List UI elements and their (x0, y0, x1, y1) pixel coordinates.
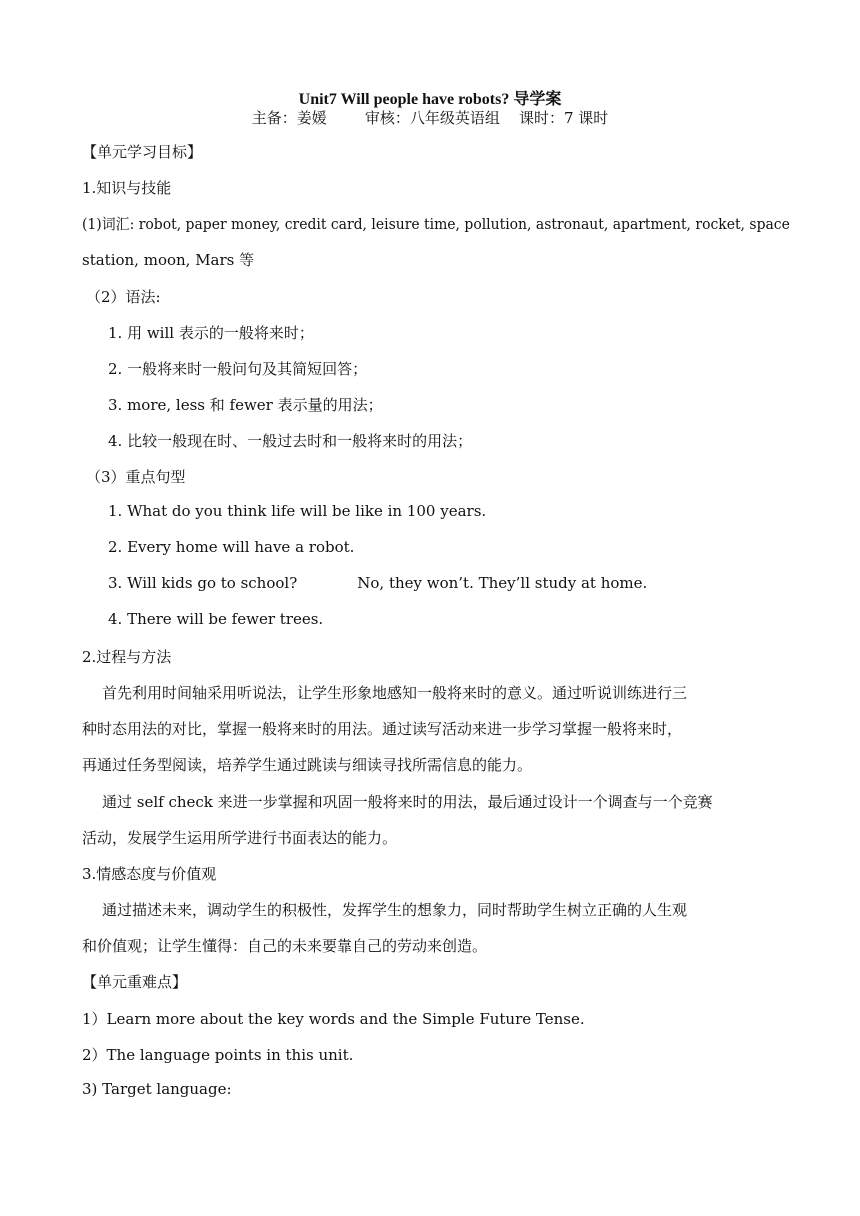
grammar-item: 4. 比较一般现在时、一般过去时和一般将来时的用法； (108, 432, 473, 450)
vocabulary-line-2: station, moon, Mars 等 (82, 251, 255, 269)
grammar-item: 1. 用 will 表示的一般将来时； (108, 324, 314, 342)
sentences-title: （3）重点句型 (86, 468, 186, 486)
section-2-title: 2.过程与方法 (82, 648, 172, 666)
sentence-item (108, 574, 647, 592)
process-paragraph-line: 活动，发展学生运用所学进行书面表达的能力。 (82, 829, 398, 847)
sentence-item: 2. Every home will have a robot. (108, 538, 355, 556)
process-paragraph-line: 种时态用法的对比，掌握一般将来时的用法。通过读写活动来进一步学习掌握一般将来时， (82, 720, 683, 738)
objectives-heading: 【单元学习目标】 (82, 143, 203, 161)
grammar-title: （2）语法: (86, 288, 161, 306)
grammar-item: 2. 一般将来时一般问句及其简短回答； (108, 360, 368, 378)
sentence-item: 4. There will be fewer trees. (108, 610, 324, 628)
section-3-title: 3.情感态度与价值观 (82, 865, 217, 883)
process-paragraph-line: 首先利用时间轴采用听说法，让学生形象地感知一般将来时的意义。通过听说训练进行三 (102, 684, 688, 702)
key-points-heading: 【单元重难点】 (82, 973, 188, 991)
process-paragraph-line: 通过 self check 来进一步掌握和巩固一般将来时的用法，最后通过设计一个调查与一个竞赛 (102, 793, 713, 811)
grammar-item: 3. more, less 和 fewer 表示量的用法； (108, 396, 383, 414)
sentence-item: 1. What do you think life will be like in 100 years. (108, 502, 487, 520)
key-point-item: 1）Learn more about the key words and the Simple Future Tense. (82, 1010, 585, 1028)
values-paragraph-line: 和价值观；让学生懂得：自己的未来要靠自己的劳动来创造。 (82, 937, 488, 955)
process-paragraph-line: 再通过任务型阅读，培养学生通过跳读与细读寻找所需信息的能力。 (82, 756, 533, 774)
document-subtitle: 主备：姜媛 审核：八年级英语组 课时：7 课时 (251, 109, 609, 127)
sentence-answer: No, they won’t. They’ll study at home. (357, 574, 648, 592)
sentence-question: 3. Will kids go to school? (108, 574, 298, 592)
vocabulary-line-1: (1)词汇: robot, paper money, credit card, leisure time, pollution, astronaut, apartment, rocket, space (82, 215, 790, 233)
key-point-item: 2）The language points in this unit. (82, 1046, 354, 1064)
document-title: Unit7 Will people have robots? 导学案 (298, 91, 562, 108)
section-1-title: 1.知识与技能 (82, 179, 172, 197)
values-paragraph-line: 通过描述未来，调动学生的积极性，发挥学生的想象力，同时帮助学生树立正确的人生观 (102, 901, 688, 919)
key-point-item: 3) Target language: (82, 1080, 232, 1098)
